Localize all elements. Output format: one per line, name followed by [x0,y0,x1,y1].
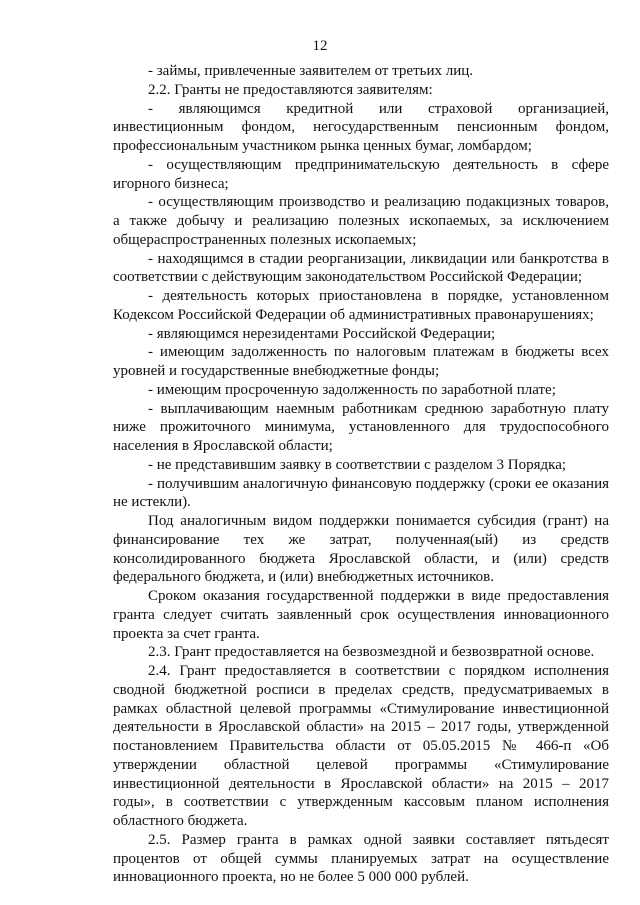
document-body [113,62,609,887]
paragraph-credit-organizations: - являющимся кредитной или страховой организацией, инвестиционным фондом, негосударственным пенсионным фондом, профессиональным участником рынка ценных бумаг, ломбардом; [113,100,609,154]
paragraph-suspended-activity: - деятельность которых приостановлена в порядке, установленном Кодексом Российской Федерации об административных правонарушениях; [113,288,609,323]
paragraph-similar-support-definition: Под аналогичным видом поддержки понимается субсидия (грант) на финансирование тех же затрат, полученная(ый) из средств консолидированного бюджета Ярославской области, и (или) средств федерального бюджета, и (или) внебюджетных источников. [113,513,609,586]
paragraph-reorganization: - находящимся в стадии реорганизации, ликвидации или банкротства в соответствии с действующим законодательством Российской Федерации; [113,250,609,286]
paragraph-section-2-2: 2.2. Гранты не предоставляются заявителям: [148,81,433,98]
paragraph-excise-goods: - осуществляющим производство и реализацию подакцизных товаров, а также добычу и реализацию полезных ископаемых, за исключением общераспространенных полезных ископаемых; [113,194,609,248]
paragraph-no-application: - не представившим заявку в соответствии с разделом 3 Порядка; [148,456,567,473]
paragraph-section-2-5: 2.5. Размер гранта в рамках одной заявки составляет пятьдесят процентов от общей суммы планируемых затрат на осуществление инновационного проекта, но не более 5 000 000 рублей. [113,831,609,886]
paragraph-wage-arrears: - имеющим просроченную задолженность по заработной плате; [148,381,556,398]
page-number: 12 [312,38,328,54]
paragraph-low-wages: - выплачивающим наемным работникам среднюю заработную плату ниже прожиточного минимума, установленного для трудоспособного населения в Ярославской области; [113,400,609,454]
paragraph-section-2-3: 2.3. Грант предоставляется на безвозмездной и безвозвратной основе. [148,644,595,661]
paragraph-non-residents: - являющимся нерезидентами Российской Федерации; [148,325,496,342]
paragraph-tax-debt: - имеющим задолженность по налоговым платежам в бюджеты всех уровней и государственные внебюджетные фонды; [113,344,609,379]
paragraph-support-term: Сроком оказания государственной поддержки в виде предоставления гранта следует считать заявленный срок осуществления инновационного проекта за счет гранта. [113,588,609,642]
paragraph-similar-support: - получившим аналогичную финансовую поддержку (сроки ее оказания не истекли). [113,475,609,511]
paragraph-section-2-4: 2.4. Грант предоставляется в соответствии с порядком исполнения сводной бюджетной росписи в пределах средств, предусматриваемых в рамках областной целевой программы «Стимулирование инвестиционной деятельности в Ярославской области» на 2015 – 2017 годы, утвержденной постановлением Правительства области от 05.05.2015 № 466-п «Об утверждении областной целевой программы «Стимулирование инвестиционной деятельности в Ярославской области» на 2015 – 2017 годы», в соответствии с утвержденным кассовым планом исполнения областного бюджета. [113,663,609,829]
paragraph-gambling-business: - осуществляющим предпринимательскую деятельность в сфере игорного бизнеса; [113,156,609,192]
paragraph-loans: - займы, привлеченные заявителем от третьих лиц. [148,63,474,79]
